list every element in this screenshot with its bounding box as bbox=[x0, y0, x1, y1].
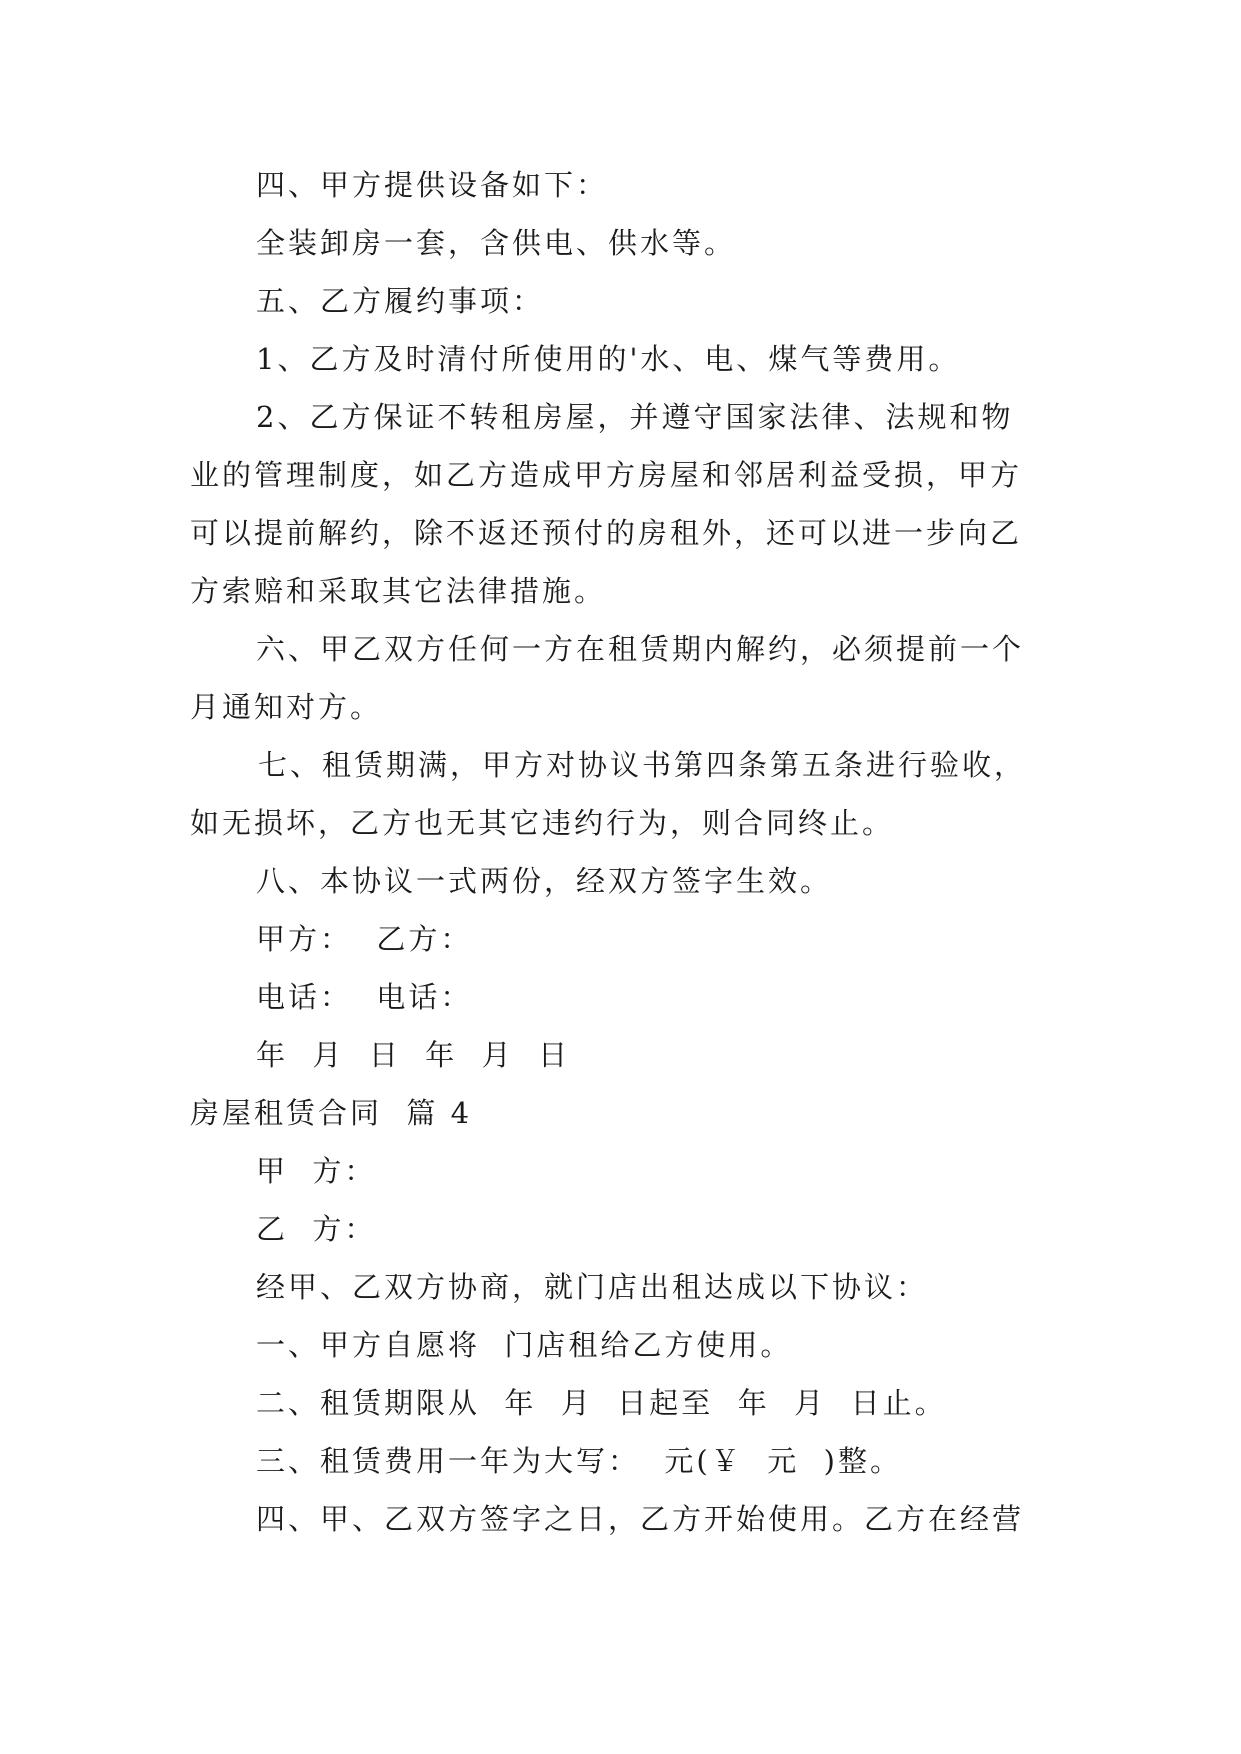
signature-phone-line: 电话： 电话： bbox=[256, 980, 473, 1014]
paragraph-line: 二、租赁期限从 年 月 日起至 年 月 日止。 bbox=[256, 1386, 947, 1420]
paragraph-line: 七、租赁期满，甲方对协议书第四条第五条进行验收， bbox=[258, 748, 1027, 782]
paragraph-line: 八、本协议一式两份，经双方签字生效。 bbox=[256, 864, 833, 898]
signature-date-line: 年 月 日 年 月 日 bbox=[256, 1038, 571, 1072]
paragraph-line: 五、乙方履约事项： bbox=[256, 284, 545, 318]
paragraph-line: 一、甲方自愿将 门店租给乙方使用。 bbox=[256, 1328, 793, 1362]
party-a-line: 甲 方： bbox=[256, 1154, 377, 1188]
paragraph-line: 业的管理制度，如乙方造成甲方房屋和邻居利益受损，甲方 bbox=[190, 458, 1023, 492]
paragraph-line: 四、甲方提供设备如下： bbox=[256, 168, 609, 202]
paragraph-line: 六、甲乙双方任何一方在租赁期内解约，必须提前一个 bbox=[256, 632, 1025, 666]
paragraph-line: 三、租赁费用一年为大写： 元(￥ 元 )整。 bbox=[256, 1444, 902, 1478]
paragraph-line: 如无损坏，乙方也无其它违约行为，则合同终止。 bbox=[190, 806, 895, 840]
section-heading: 房屋租赁合同 篇 4 bbox=[190, 1096, 473, 1130]
paragraph-line: 可以提前解约，除不返还预付的房租外，还可以进一步向乙 bbox=[190, 516, 1023, 550]
paragraph-line: 经甲、乙双方协商，就门店出租达成以下协议： bbox=[256, 1270, 929, 1304]
paragraph-line: 方索赔和采取其它法律措施。 bbox=[190, 574, 607, 608]
paragraph-line: 月通知对方。 bbox=[190, 690, 383, 724]
party-b-line: 乙 方： bbox=[256, 1212, 377, 1246]
paragraph-line: 四、甲、乙双方签字之日，乙方开始使用。乙方在经营 bbox=[256, 1502, 1025, 1536]
paragraph-line: 全装卸房一套，含供电、供水等。 bbox=[256, 226, 737, 260]
paragraph-line: 2、乙方保证不转租房屋，并遵守国家法律、法规和物 bbox=[256, 400, 1014, 434]
paragraph-line: 1、乙方及时清付所使用的'水、电、煤气等费用。 bbox=[256, 342, 961, 376]
signature-parties-line: 甲方： 乙方： bbox=[256, 922, 473, 956]
